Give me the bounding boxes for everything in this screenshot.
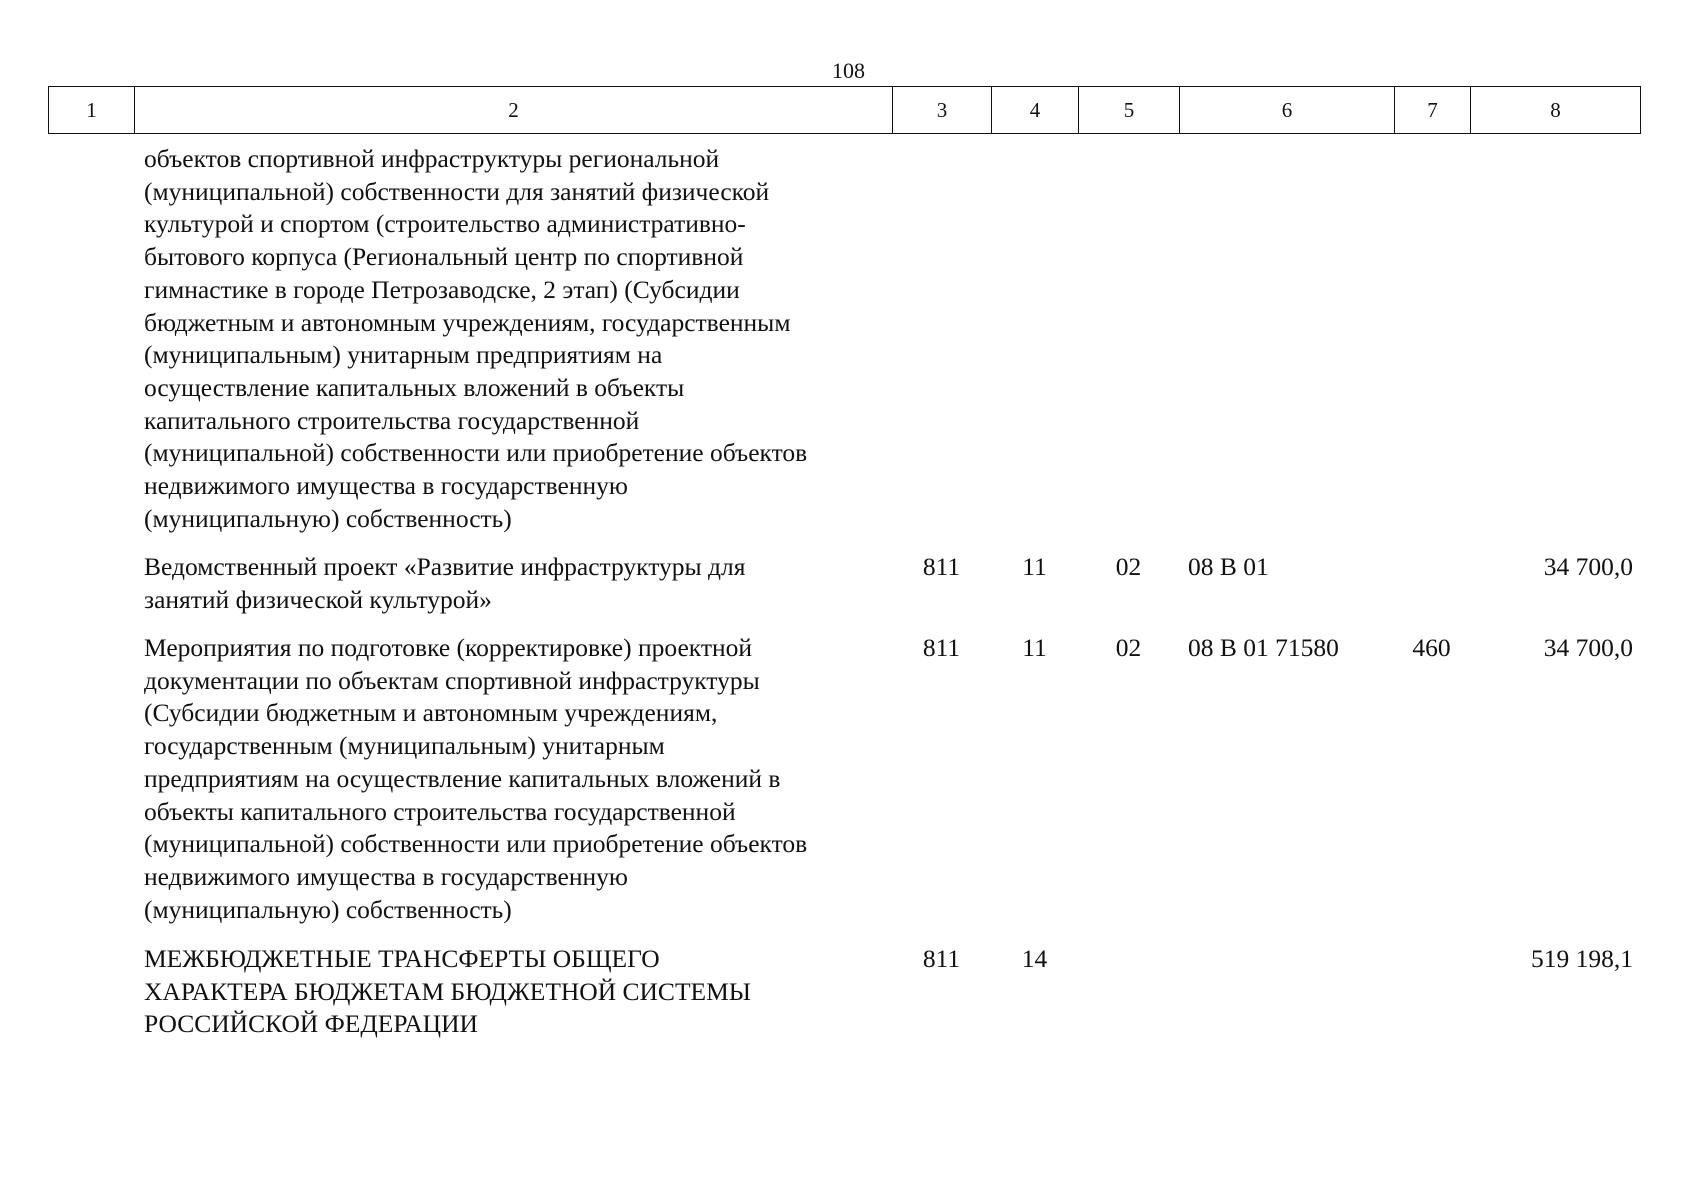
description-line: культурой и спортом (строительство административно-	[144, 209, 746, 239]
description-line: гимнастике в городе Петрозаводске, 2 этап) (Субсидии	[144, 274, 740, 304]
column-header-5: 5	[1079, 87, 1180, 134]
description-line: (муниципальной) собственности для занятий физической	[144, 176, 770, 206]
description-line: предприятиям на осуществление капитальных вложений в	[144, 763, 781, 793]
description-line: бюджетным и автономным учреждениям, государственным	[144, 307, 791, 337]
column-header-8: 8	[1471, 87, 1641, 134]
description-line: осуществление капитальных вложений в объекты	[144, 372, 685, 402]
page-number: 108	[832, 58, 865, 83]
column-header-2: 2	[135, 87, 893, 134]
description-line: документации по объектам спортивной инфраструктуры	[144, 665, 760, 695]
column-header-table	[48, 86, 1641, 134]
description-line: Мероприятия по подготовке (корректировке) проектной	[144, 633, 753, 662]
cell-col5: 02	[1115, 633, 1142, 662]
description-line: (муниципальную) собственность)	[144, 503, 512, 533]
cell-col3: 811	[922, 552, 961, 581]
cell-col6: 08 В 01 71580	[1188, 633, 1339, 662]
column-header-row	[49, 87, 1641, 134]
description-line: занятий физической культурой»	[144, 584, 492, 614]
description-line: недвижимого имущества в государственную	[144, 861, 628, 891]
column-header-3: 3	[893, 87, 992, 134]
row-description	[144, 632, 884, 926]
cell-col4: 11	[1022, 633, 1047, 662]
description-line: ХАРАКТЕРА БЮДЖЕТАМ БЮДЖЕТНОЙ СИСТЕМЫ	[144, 976, 752, 1006]
cell-col5: 02	[1115, 552, 1142, 581]
description-line: (муниципальной) собственности или приобретение объектов	[144, 829, 808, 859]
description-line: (муниципальным) унитарным предприятиям на	[144, 340, 663, 370]
column-header-4: 4	[992, 87, 1079, 134]
column-header-7: 7	[1395, 87, 1471, 134]
cell-col8: 34 700,0	[1543, 633, 1633, 662]
column-header-1: 1	[49, 87, 135, 134]
description-line: (муниципальную) собственность)	[144, 894, 512, 924]
description-line: бытового корпуса (Региональный центр по спортивной	[144, 242, 744, 272]
cell-col3: 811	[922, 944, 961, 973]
row-description	[144, 943, 884, 1041]
description-line: РОССИЙСКОЙ ФЕДЕРАЦИИ	[144, 1009, 478, 1039]
cell-col8: 34 700,0	[1543, 552, 1633, 581]
column-header-6: 6	[1180, 87, 1395, 134]
cell-col4: 14	[1021, 944, 1048, 973]
cell-col4: 11	[1022, 552, 1047, 581]
description-line: государственным (муниципальным) унитарным	[144, 731, 665, 761]
description-line: объектов спортивной инфраструктуры региональной	[144, 144, 720, 173]
row-description	[144, 143, 884, 535]
cell-col8: 519 198,1	[1531, 944, 1633, 973]
description-line: капитального строительства государственной	[144, 405, 640, 435]
description-line: недвижимого имущества в государственную	[144, 471, 628, 501]
cell-col3: 811	[922, 633, 961, 662]
cell-col6: 08 В 01	[1188, 552, 1269, 581]
cell-col7: 460	[1412, 633, 1451, 662]
description-line: Ведомственный проект «Развитие инфраструктуры для	[144, 552, 746, 581]
description-line: МЕЖБЮДЖЕТНЫЕ ТРАНСФЕРТЫ ОБЩЕГО	[144, 944, 660, 973]
row-description	[144, 551, 884, 616]
description-line: (Субсидии бюджетным и автономным учреждениям,	[144, 698, 718, 728]
description-line: объекты капитального строительства государственной	[144, 796, 736, 826]
description-line: (муниципальной) собственности или приобретение объектов	[144, 438, 808, 468]
